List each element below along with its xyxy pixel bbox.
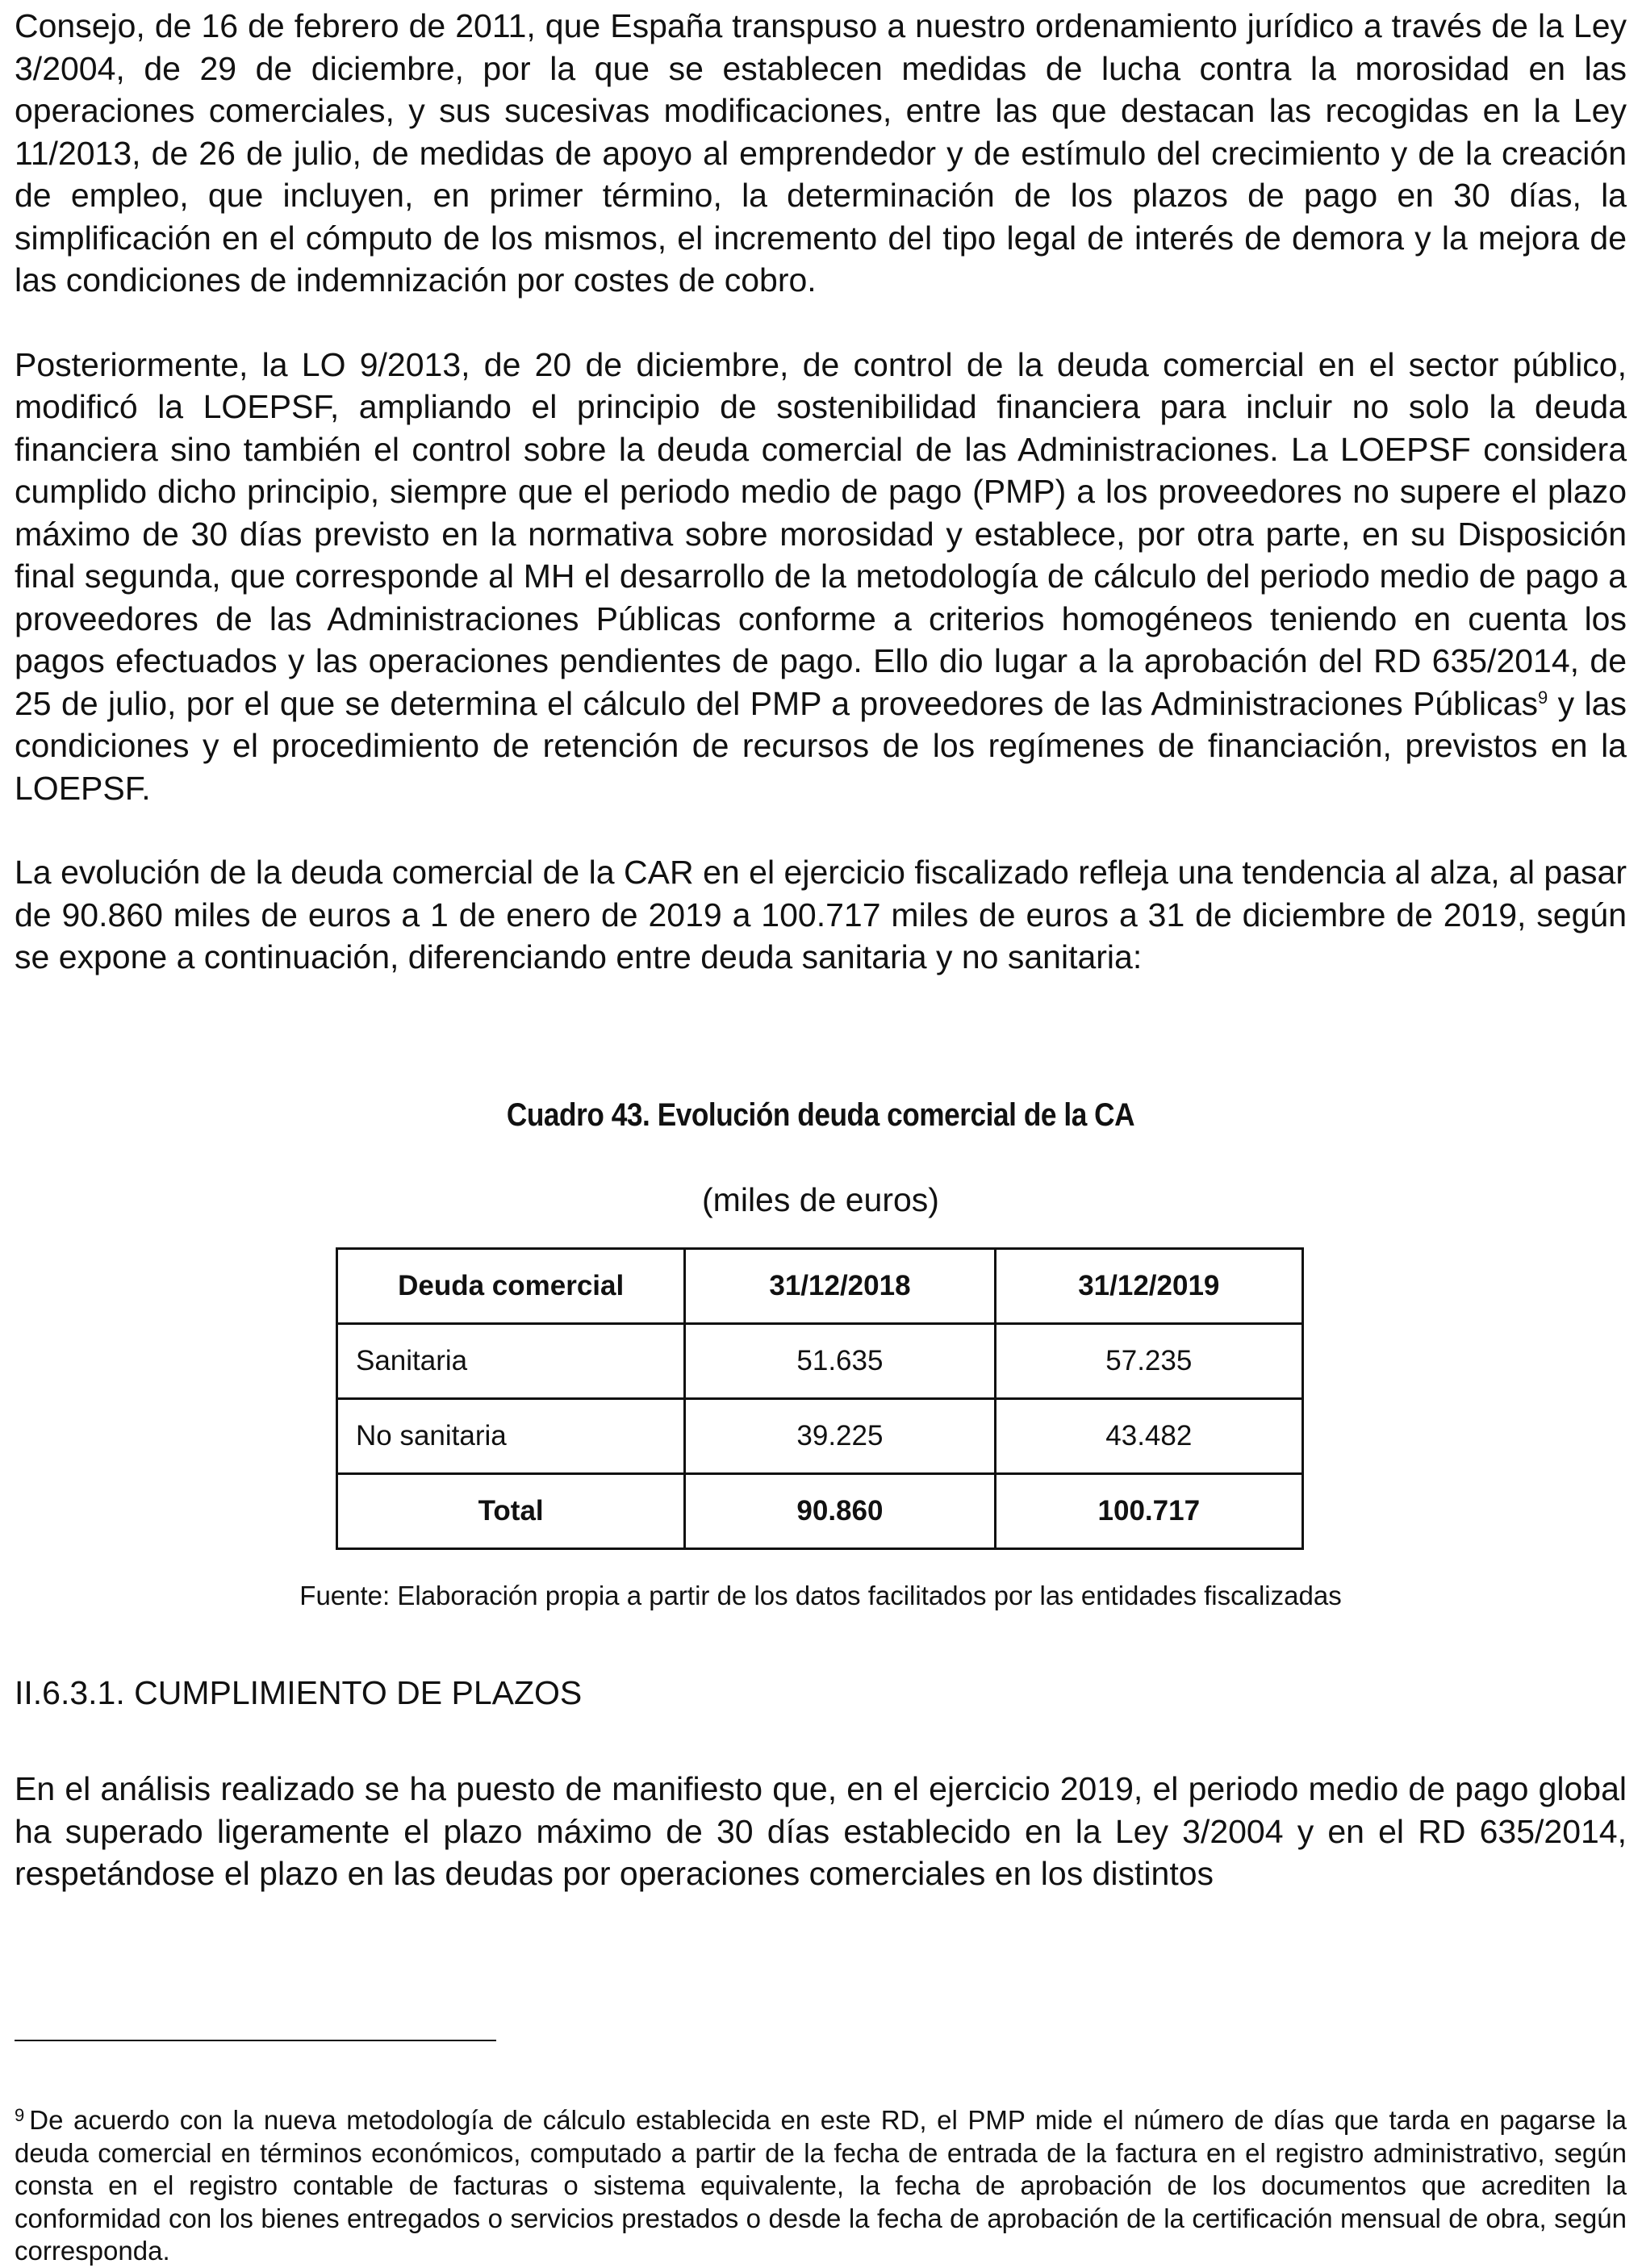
total-2019: 100.717 — [995, 1474, 1302, 1549]
cell-value: 43.482 — [995, 1399, 1302, 1474]
paragraph-loepsf-pmp — [15, 344, 1627, 810]
header-2018: 31/12/2018 — [685, 1249, 995, 1324]
paragraph-debt-evolution: La evolución de la deuda comercial de la CAR en el ejercicio fiscalizado refleja una tendencia al alza, al pasar de 90.860 miles de euros a 1 de enero de 2019 a 100.717 miles de euros a 31 de diciembre de 2019, según se expone a continuación, diferenciando entre deuda sanitaria y no sanitaria: — [15, 854, 1627, 975]
table-total-row — [337, 1474, 1303, 1549]
total-2018: 90.860 — [685, 1474, 995, 1549]
cell-value: 39.225 — [685, 1399, 995, 1474]
footnote-text: De acuerdo con la nueva metodología de cálculo establecida en este RD, el PMP mide el número de días que tarda en pagarse la deuda comercial en términos económicos, computado a partir de la fecha de entrada de la factura en el registro administrativo, según consta en el registro contable de facturas o sistema equivalente, la fecha de aprobación de los documentos que acrediten la conformidad con los bienes entregados o servicios prestados o desde la fecha de aprobación de la certificación mensual de obra, según corresponda. — [15, 2105, 1627, 2266]
document-page — [15, 5, 1627, 2266]
table-units: (miles de euros) — [702, 1181, 939, 1218]
cell-value: 57.235 — [995, 1324, 1302, 1399]
table-row — [337, 1324, 1303, 1399]
row-label-sanitaria: Sanitaria — [337, 1324, 685, 1399]
row-label-no-sanitaria: No sanitaria — [337, 1399, 685, 1474]
commercial-debt-table — [336, 1247, 1304, 1550]
paragraph-loepsf-text: Posteriormente, la LO 9/2013, de 20 de diciembre, de control de la deuda comercial en el sector público, modificó la LOEPSF, ampliando el principio de sostenibilidad financiera para incluir no solo la deuda financiera sino también el control sobre la deuda comercial de las Administraciones. La LOEPSF considera cumplido dicho principio, siempre que el periodo medio de pago (PMP) a los proveedores no supere el plazo máximo de 30 días previsto en la normativa sobre morosidad y establece, por otra parte, en su Disposición final segunda, que corresponde al MH el desarrollo de la metodología de cálculo del periodo medio de pago a proveedores de las Administraciones Públicas conforme a criterios homogéneos teniendo en cuenta los pagos efectuados y las operaciones pendientes de pago. Ello dio lugar a la aprobación del RD 635/2014, de 25 de julio, por el que se determina el cálculo del PMP a proveedores de las Administraciones Públicas — [15, 345, 1627, 722]
table-row — [337, 1399, 1303, 1474]
footnote-number: 9 — [15, 2105, 25, 2125]
section-heading: II.6.3.1. CUMPLIMIENTO DE PLAZOS — [15, 1674, 583, 1711]
paragraph-directive-transposition: Consejo, de 16 de febrero de 2011, que España transpuso a nuestro ordenamiento jurídico a través de la Ley 3/2004, de 29 de diciembre, por la que se establecen medidas de lucha contra la morosidad en las operaciones comerciales, y sus sucesivas modificaciones, entre las que destacan las recogidas en la Ley 11/2013, de 26 de julio, de medidas de apoyo al emprendedor y de estímulo del crecimiento y de la creación de empleo, que incluyen, en primer término, la determinación de los plazos de pago en 30 días, la simplificación en el cómputo de los mismos, el incremento del tipo legal de interés de demora y la mejora de las condiciones de indemnización por costes de cobro. — [15, 7, 1627, 299]
row-label-total: Total — [337, 1474, 685, 1549]
footnote — [15, 2104, 1627, 2268]
footnote-separator — [15, 2040, 496, 2041]
paragraph-payment-terms: En el análisis realizado se ha puesto de manifiesto que, en el ejercicio 2019, el periodo medio de pago global ha superado ligeramente el plazo máximo de 30 días establecido en la Ley 3/2004 y en el RD 635/2014, respetándose el plazo en las deudas por operaciones comerciales en los distintos — [15, 1770, 1627, 1892]
cell-value: 51.635 — [685, 1324, 995, 1399]
table-title: Cuadro 43. Evolución deuda comercial de la CA — [506, 1097, 1135, 1133]
header-debt-type: Deuda comercial — [337, 1249, 685, 1324]
header-2019: 31/12/2019 — [995, 1249, 1302, 1324]
table-header-row — [337, 1249, 1303, 1324]
table-source-note: Fuente: Elaboración propia a partir de los datos facilitados por las entidades fiscalizadas — [299, 1581, 1342, 1610]
footnote-reference: 9 — [1537, 687, 1548, 708]
paragraph-loepsf-text-end: y las condiciones y el procedimiento de retención de recursos de los regímenes de financiación, previstos en la LOEPSF. — [15, 684, 1627, 807]
